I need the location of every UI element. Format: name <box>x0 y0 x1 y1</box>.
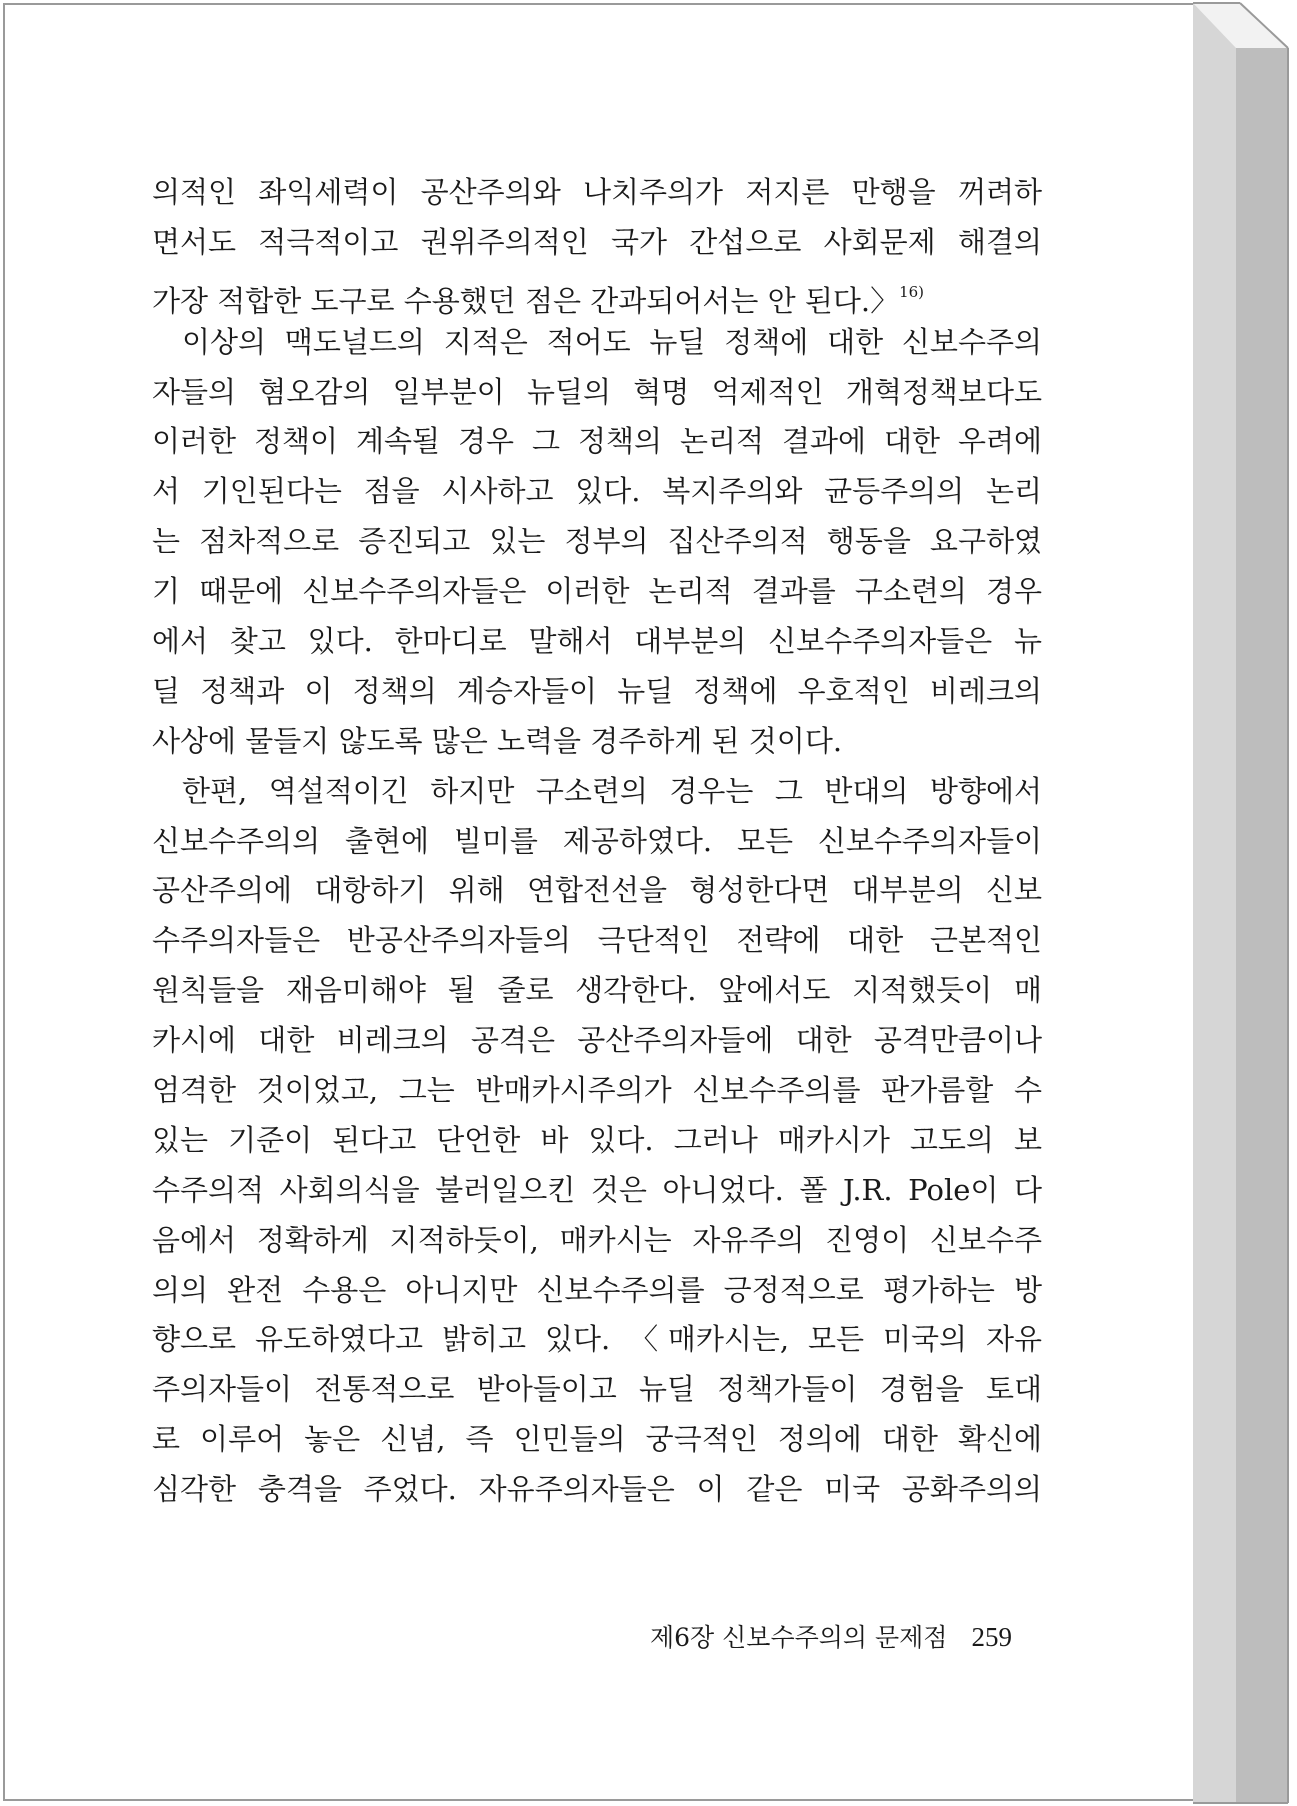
text-line: 엄격한 것이었고, 그는 반매카시주의가 신보수주의를 판가름할 수 <box>152 1073 1042 1108</box>
text-line: 이상의 맥도널드의 지적은 적어도 뉴딜 정책에 대한 신보수주의 <box>182 324 1042 359</box>
body-text <box>152 168 1042 1515</box>
text-line: 딜 정책과 이 정책의 계승자들이 뉴딜 정책에 우호적인 비레크의 <box>152 673 1042 708</box>
text-line: 기 때문에 신보수주의자들은 이러한 논리적 결과를 구소련의 경우 <box>152 574 1042 609</box>
page-stack-edge <box>1188 0 1293 1806</box>
text-line: 의적인 좌익세력이 공산주의와 나치주의가 저지른 만행을 꺼려하 <box>152 175 1042 209</box>
text-line: 수주의자들은 반공산주의자들의 극단적인 전략에 대한 근본적인 <box>152 923 1042 958</box>
text-line: 면서도 적극적이고 권위주의적인 국가 간섭으로 사회문제 해결의 <box>152 224 1042 259</box>
text-line: 자들의 혐오감의 일부분이 뉴딜의 혁명 억제적인 개혁정책보다도 <box>152 374 1042 409</box>
text-line: 공산주의에 대항하기 위해 연합전선을 형성한다면 대부분의 신보 <box>152 873 1042 908</box>
text-line: 는 점차적으로 증진되고 있는 정부의 집산주의적 행동을 요구하였 <box>152 524 1042 559</box>
running-footer-chapter: 제6장 신보수주의의 문제점 <box>650 1623 948 1652</box>
text-line: 수주의적 사회의식을 불러일으킨 것은 아니었다. 폴 J.R. Pole이 다 <box>152 1172 1042 1207</box>
text-line: 음에서 정확하게 지적하듯이, 매카시는 자유주의 진영이 신보수주 <box>152 1222 1042 1257</box>
text-line: 신보수주의의 출현에 빌미를 제공하였다. 모든 신보수주의자들이 <box>152 823 1042 858</box>
text-line: 카시에 대한 비레크의 공격은 공산주의자들에 대한 공격만큼이나 <box>152 1023 1042 1058</box>
text-line: 원칙들을 재음미해야 될 줄로 생각한다. 앞에서도 지적했듯이 매 <box>152 973 1042 1008</box>
text-line: 사상에 물들지 않도록 많은 노력을 경주하게 된 것이다. <box>152 723 843 758</box>
footnote-mark: 16) <box>899 282 925 301</box>
text-line: 있는 기준이 된다고 단언한 바 있다. 그러나 매카시가 고도의 보 <box>152 1122 1042 1157</box>
text-line: 향으로 유도하였다고 밝히고 있다. 〈매카시는, 모든 미국의 자유 <box>152 1322 1042 1357</box>
text-line: 서 기인된다는 점을 시사하고 있다. 복지주의와 균등주의의 논리 <box>152 474 1042 509</box>
text-line: 이러한 정책이 계속될 경우 그 정책의 논리적 결과에 대한 우려에 <box>152 424 1042 459</box>
text-line: 에서 찾고 있다. 한마디로 말해서 대부분의 신보수주의자들은 뉴 <box>152 624 1042 659</box>
text-line: 주의자들이 전통적으로 받아들이고 뉴딜 정책가들이 경험을 토대 <box>152 1372 1042 1407</box>
page-footer <box>650 1617 1020 1657</box>
text-line: 한편, 역설적이긴 하지만 구소련의 경우는 그 반대의 방향에서 <box>182 773 1042 808</box>
text-line: 심각한 충격을 주었다. 자유주의자들은 이 같은 미국 공화주의의 <box>152 1472 1042 1507</box>
text-line-content: 가장 적합한 도구로 수용했던 점은 간과되어서는 안 된다.〉 <box>152 283 900 318</box>
text-line: 의의 완전 수용은 아니지만 신보수주의를 긍정적으로 평가하는 방 <box>152 1272 1042 1307</box>
text-line <box>152 268 1042 318</box>
text-line: 로 이루어 놓은 신념, 즉 인민들의 궁극적인 정의에 대한 확신에 <box>152 1422 1042 1457</box>
page-number: 259 <box>971 1622 1012 1652</box>
